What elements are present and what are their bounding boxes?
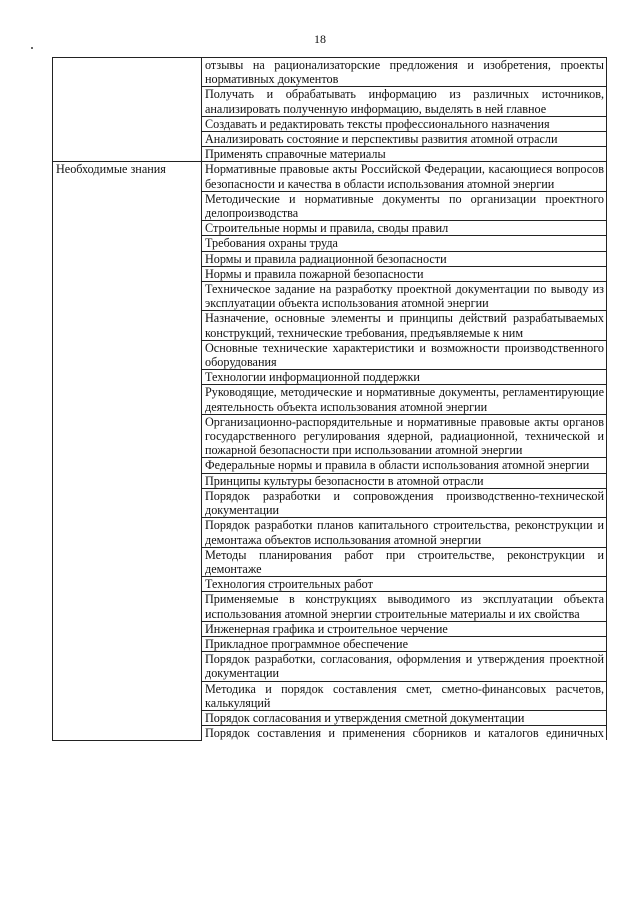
knowledge-item: Нормы и правила радиационной безопасности [202,251,607,266]
knowledge-item: Порядок согласования и утверждения сметной документации [202,710,607,725]
knowledge-item: Методические и нормативные документы по организации проектного делопроизводства [202,191,607,220]
skill-item: Создавать и редактировать тексты профессионального назначения [202,116,607,131]
knowledge-item: Методы планирования работ при строительстве, реконструкции и демонтаже [202,547,607,576]
knowledge-item: Методика и порядок составления смет, сметно-финансовых расчетов, калькуляций [202,681,607,710]
table-row [53,162,607,191]
knowledge-item: Порядок разработки и сопровождения производственно-технической документации [202,488,607,517]
knowledge-item: Применяемые в конструкциях выводимого из эксплуатации объекта использования атомной энергии строительные материалы и их свойства [202,592,607,621]
scan-speck [31,47,33,49]
knowledge-item: Основные технические характеристики и возможности производственного оборудования [202,340,607,369]
knowledge-item: Порядок разработки, согласования, оформления и утверждения проектной документации [202,652,607,681]
skill-item: отзывы на рационализаторские предложения и изобретения, проекты нормативных документов [202,58,607,87]
knowledge-item: Организационно-распорядительные и нормативные правовые акты органов государственного регулирования ядерной, радиационной, технической и пожарной безопасности при использовании атомной энергии [202,414,607,458]
empty-label-cell [53,58,202,162]
knowledge-item: Требования охраны труда [202,236,607,251]
skill-item: Анализировать состояние и перспективы развития атомной отрасли [202,132,607,147]
knowledge-table [52,57,607,741]
knowledge-item: Технологии информационной поддержки [202,370,607,385]
knowledge-item: Строительные нормы и правила, своды правил [202,221,607,236]
skill-item: Получать и обрабатывать информацию из различных источников, анализировать полученную информацию, выделять в ней главное [202,87,607,116]
knowledge-item: Нормы и правила пожарной безопасности [202,266,607,281]
knowledge-item: Порядок разработки планов капитального строительства, реконструкции и демонтажа объектов использования атомной энергии [202,518,607,547]
knowledge-item: Инженерная графика и строительное черчение [202,621,607,636]
knowledge-item: Порядок составления и применения сборников и каталогов единичных [202,726,607,741]
knowledge-item: Назначение, основные элементы и принципы действий разрабатываемых конструкций, технические требования, предъявляемые к ним [202,311,607,340]
knowledge-item: Технология строительных работ [202,577,607,592]
knowledge-item: Прикладное программное обеспечение [202,636,607,651]
knowledge-item: Нормативные правовые акты Российской Федерации, касающиеся вопросов безопасности и качества в области использования атомной энергии [202,162,607,191]
knowledge-item: Федеральные нормы и правила в области использования атомной энергии [202,458,607,473]
knowledge-label: Необходимые знания [53,162,202,740]
knowledge-item: Техническое задание на разработку проектной документации по выводу из эксплуатации объекта использования атомной энергии [202,282,607,311]
knowledge-item: Принципы культуры безопасности в атомной отрасли [202,473,607,488]
page-number: 18 [314,32,326,46]
knowledge-item: Руководящие, методические и нормативные документы, регламентирующие деятельность объекта использования атомной энергии [202,385,607,414]
skill-item: Применять справочные материалы [202,147,607,162]
table-row [53,58,607,87]
